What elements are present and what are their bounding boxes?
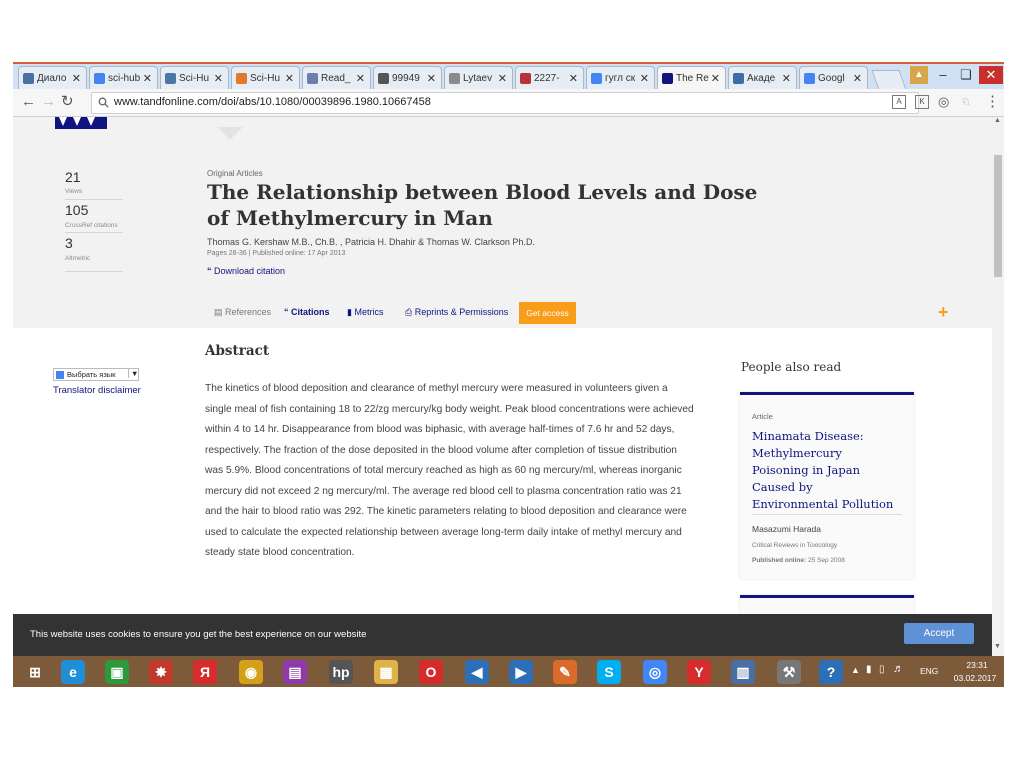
google-icon — [94, 73, 105, 84]
browser-tab-label: The Re — [676, 73, 709, 84]
card-type: Article — [752, 412, 773, 421]
tandf-icon — [662, 73, 673, 84]
related-article-card[interactable] — [740, 595, 914, 614]
browser-tab-label: Акаде — [747, 73, 776, 84]
dialog-icon — [23, 73, 34, 84]
search-icon — [98, 97, 109, 108]
opera-icon[interactable]: O — [419, 660, 443, 684]
tab-references-label: References — [225, 307, 272, 317]
article-header-band — [13, 117, 992, 328]
stat-divider — [65, 232, 123, 233]
book-icon: ▤ — [214, 307, 223, 317]
print-icon: ⎙ — [405, 307, 413, 317]
browser-tab-label: гугл ск — [605, 73, 636, 84]
google-translate-icon — [56, 371, 64, 379]
close-tab-icon[interactable]: ✕ — [568, 73, 578, 85]
close-tab-icon[interactable]: ✕ — [710, 73, 720, 85]
academy-icon — [733, 73, 744, 84]
browser-tab[interactable] — [586, 66, 655, 91]
scroll-down-icon[interactable]: ▼ — [994, 643, 1001, 650]
bar-chart-icon: ▮ — [347, 307, 352, 317]
chrome-icon[interactable]: ◎ — [643, 660, 667, 684]
related-article-card[interactable] — [740, 392, 914, 579]
article-authors[interactable]: Thomas G. Kershaw M.B., Ch.B. , Patricia H. Dhahir & Thomas W. Clarkson Ph.D. — [207, 237, 535, 247]
volume-icon[interactable]: ♬ — [893, 663, 904, 675]
tab-citations-label: Citations — [291, 307, 330, 317]
google-icon — [591, 73, 602, 84]
ie-icon[interactable]: e — [61, 660, 85, 684]
files-icon[interactable]: ▦ — [374, 660, 398, 684]
video-icon[interactable]: ▶ — [509, 660, 533, 684]
stat-divider — [65, 271, 123, 272]
tray-up-icon[interactable]: ▲ — [851, 665, 860, 675]
download-citation-label: Download citation — [214, 266, 286, 276]
abstract-line: and the hair to blood ratio was 292. The kinetic parameters relating to blood deposition and clearance were — [205, 506, 687, 517]
close-tab-icon[interactable]: ✕ — [71, 73, 81, 85]
clock-date[interactable]: 03.02.2017 — [953, 673, 997, 683]
extension-k-icon[interactable]: K — [915, 95, 929, 109]
browser-tab-label: 99949 — [392, 73, 420, 84]
browser-tab[interactable] — [657, 66, 726, 91]
user-icon[interactable]: ▲ — [910, 66, 928, 84]
browser-tab-label: sci-hub — [108, 73, 141, 84]
abstract-line: steady state blood concentration. — [205, 547, 355, 558]
stat-divider — [65, 199, 123, 200]
url-text: www.tandfonline.com/doi/abs/10.1080/00039896.1980.10667458 — [114, 96, 431, 108]
browser-tab-label: 2227- — [534, 73, 560, 84]
browser-tab[interactable] — [231, 66, 300, 91]
browser-tab-label: Sci-Hu — [250, 73, 281, 84]
abstract-line: The kinetics of blood deposition and clearance of methyl mercury were measured in volunteers given a — [205, 383, 668, 394]
browser-tab-strip — [13, 62, 1004, 91]
media-icon[interactable]: ✸ — [149, 660, 173, 684]
signal-icon[interactable]: ▮ — [866, 664, 872, 675]
store-icon[interactable]: ▣ — [105, 660, 129, 684]
page-content — [13, 117, 992, 614]
tab-metrics-label: Metrics — [354, 307, 384, 317]
vk-icon — [165, 73, 176, 84]
document-icon[interactable]: ▥ — [731, 660, 755, 684]
address-toolbar — [13, 89, 1004, 117]
browser-tab[interactable] — [302, 66, 371, 91]
url-bar[interactable] — [91, 92, 919, 114]
card-author[interactable]: Masazumi Harada — [752, 524, 821, 534]
abstract-line: single meal of fish containing 18 to 22/zg mercury/kg body weight. Peak blood concentrations were achieved — [205, 403, 694, 415]
scihub-icon — [236, 73, 247, 84]
browser-tab-label: Диало — [37, 73, 67, 84]
accept-cookies-button[interactable]: Accept — [904, 623, 974, 644]
close-window-button[interactable]: ✕ — [979, 66, 1003, 84]
crossref-count: 105 — [65, 202, 89, 218]
extension-circle-icon[interactable]: ◎ — [938, 94, 950, 109]
close-tab-icon[interactable]: ✕ — [497, 73, 507, 85]
windows-taskbar — [13, 656, 1004, 687]
browser-tab[interactable] — [89, 66, 158, 91]
translate-page-icon[interactable]: A — [892, 95, 906, 109]
back-icon[interactable]: ← — [21, 93, 36, 110]
tools-icon[interactable]: ⚒ — [777, 660, 801, 684]
close-tab-icon[interactable]: ✕ — [852, 73, 862, 85]
scroll-up-icon[interactable]: ▲ — [994, 117, 1001, 124]
quote-icon: “ — [284, 307, 289, 317]
close-tab-icon[interactable]: ✕ — [426, 73, 436, 85]
get-access-button[interactable]: Get access — [519, 302, 576, 324]
read-icon — [307, 73, 318, 84]
publication-info: Pages 28-36 | Published online: 17 Apr 2013 — [207, 250, 346, 257]
start-icon[interactable]: ⊞ — [29, 664, 41, 680]
podcast-icon[interactable]: ▤ — [283, 660, 307, 684]
abstract-text — [205, 379, 725, 564]
browser-tab-label: Sci-Hu — [179, 73, 210, 84]
clock-time[interactable]: 23:31 — [966, 660, 988, 670]
doc-icon — [378, 73, 389, 84]
article-type: Original Articles — [207, 169, 263, 178]
tandf-logo-icon — [55, 117, 107, 129]
card-divider — [752, 514, 902, 515]
pointer-notch-icon — [217, 127, 243, 141]
card-pub-label: Published online: — [752, 557, 807, 564]
abstract-line: was 5.9%. Blood concentrations of total mercury reached as high as 60 ng mercury/ml, whereas inorganic — [205, 465, 682, 476]
browser-tab[interactable] — [515, 66, 584, 91]
plus-icon[interactable]: + — [938, 302, 949, 322]
browser-tab[interactable] — [799, 66, 868, 91]
forward-icon[interactable]: → — [41, 93, 56, 110]
card-published — [752, 557, 845, 564]
quote-icon: “ — [207, 266, 212, 276]
browser-tab[interactable] — [728, 66, 797, 91]
skype-icon[interactable]: S — [597, 660, 621, 684]
views-count: 21 — [65, 169, 81, 185]
tab-references[interactable] — [214, 307, 271, 318]
help-icon[interactable]: ? — [819, 660, 843, 684]
crossref-label: CrossRef citations — [65, 222, 118, 229]
page-icon — [449, 73, 460, 84]
reload-icon[interactable]: ↻ — [61, 93, 74, 110]
cookie-text: This website uses cookies to ensure you get the best experience on our website — [30, 629, 367, 640]
language-select[interactable] — [53, 368, 139, 381]
new-tab-button[interactable] — [871, 70, 906, 90]
tab-reprints[interactable] — [405, 307, 508, 318]
abstract-line: used to calculate the expected relationship between average long-term daily intake of methyl mercury and — [205, 526, 682, 538]
google-translate-icon — [804, 73, 815, 84]
browser-tab[interactable] — [160, 66, 229, 91]
vertical-scrollbar[interactable] — [992, 117, 1004, 656]
paint-icon[interactable]: ✎ — [553, 660, 577, 684]
card-journal: Critical Reviews in Toxicology — [752, 542, 838, 549]
browser-tab-label: Read_ — [321, 73, 351, 84]
hp-icon[interactable]: hp — [329, 660, 353, 684]
scrollbar-thumb[interactable] — [994, 155, 1002, 277]
language-select-label: Выбрать язык — [67, 370, 116, 379]
people-also-read-heading: People also read — [741, 360, 842, 374]
chevron-down-icon: ▼ — [128, 369, 138, 378]
close-tab-icon[interactable]: ✕ — [284, 73, 294, 85]
views-label: Views — [65, 188, 83, 195]
language-indicator[interactable]: ENG — [920, 666, 939, 676]
abstract-line: within 4 to 14 hr. Disappearance from blood was biphasic, with average half-times of 7.6 hr and 52 days, — [205, 424, 675, 435]
menu-icon[interactable]: ⋮ — [985, 93, 1000, 110]
browser-tab-label: Lytaev — [463, 73, 493, 84]
abstract-heading: Abstract — [205, 343, 270, 359]
abstract-line: mercury did not exceed 2 ng mercury/ml. The average red blood cell to plasma concentration ratio was 21 — [205, 485, 682, 497]
player-icon[interactable]: ◉ — [239, 660, 263, 684]
altmetric-count[interactable]: 3 — [65, 235, 73, 251]
cookie-banner — [13, 614, 992, 656]
maximize-button[interactable]: ❏ — [960, 67, 972, 82]
translator-disclaimer-link[interactable]: Translator disclaimer — [53, 385, 141, 396]
abstract-line: respectively. The fraction of the dose deposited in the blood volume after completion of tissue distribution — [205, 444, 677, 456]
extension-user-icon[interactable]: ♘ — [961, 96, 971, 108]
audio-icon[interactable]: ◀ — [465, 660, 489, 684]
tab-metrics[interactable] — [347, 307, 383, 318]
library-icon — [520, 73, 531, 84]
yandex-icon[interactable]: Y — [687, 660, 711, 684]
browser-tab[interactable] — [373, 66, 442, 91]
article-title: The Relationship between Blood Levels and Dose of Methylmercury in Man — [207, 180, 758, 230]
yandex-browser-icon[interactable]: Я — [193, 660, 217, 684]
tab-citations[interactable] — [284, 307, 330, 317]
close-tab-icon[interactable]: ✕ — [639, 73, 649, 85]
browser-tab[interactable] — [444, 66, 513, 91]
browser-tab[interactable] — [18, 66, 87, 91]
download-citation-link[interactable] — [207, 266, 285, 276]
network-icon[interactable]: ▯ — [879, 664, 885, 675]
browser-tab-label: Googl — [818, 73, 845, 84]
tab-reprints-label: Reprints & Permissions — [414, 307, 509, 317]
close-tab-icon[interactable]: ✕ — [142, 73, 152, 85]
close-tab-icon[interactable]: ✕ — [781, 73, 791, 85]
card-pub-date: 25 Sep 2008 — [807, 557, 845, 564]
card-title-link[interactable]: Minamata Disease: Methylmercury Poisoning in Japan Caused by Environmental Pollution — [752, 429, 894, 511]
close-tab-icon[interactable]: ✕ — [213, 73, 223, 85]
close-tab-icon[interactable]: ✕ — [355, 73, 365, 85]
minimize-button[interactable]: – — [939, 67, 947, 82]
altmetric-label: Altmetric — [65, 255, 91, 262]
